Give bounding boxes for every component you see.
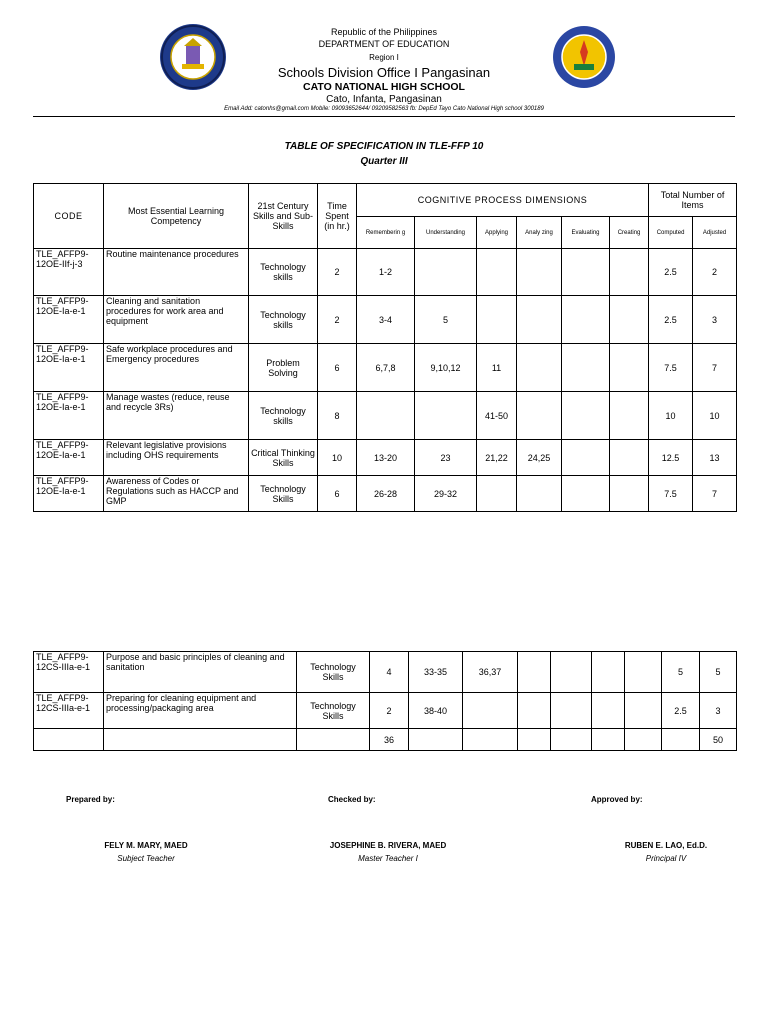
table-row — [34, 296, 737, 344]
prepared-by-title: Subject Teacher — [117, 854, 175, 863]
header-total-items: Total Number of Items — [649, 184, 737, 217]
table-row — [34, 652, 737, 693]
cell-c3 — [518, 693, 551, 729]
cell-computed: 2.5 — [649, 296, 693, 344]
header-division: Schools Division Office I Pangasinan — [277, 65, 491, 80]
table-row — [34, 440, 737, 476]
cell-applying: 41-50 — [477, 392, 517, 440]
cell-computed: 2.5 — [649, 249, 693, 296]
cell-time: 6 — [318, 344, 357, 392]
document-title: TABLE OF SPECIFICATION IN TLE-FFP 10 — [284, 141, 484, 152]
cell-understanding: 29-32 — [415, 476, 477, 512]
cell-time: 2 — [318, 296, 357, 344]
cell-understanding: 23 — [415, 440, 477, 476]
cell-competency: Cleaning and sanitation procedures for work area and equipment — [104, 296, 249, 344]
header-computed: Computed — [649, 217, 693, 249]
cell-competency: Manage wastes (reduce, reuse and recycle 3Rs) — [104, 392, 249, 440]
cell-skills: Problem Solving — [249, 344, 318, 392]
checked-by-name: JOSEPHINE B. RIVERA, MAED — [329, 841, 447, 850]
cell-c6 — [625, 652, 662, 693]
cell-understanding — [415, 249, 477, 296]
cell-code: TLE_AFFP9-12OE-Ia-e-1 — [34, 476, 104, 512]
specification-table-continued — [33, 651, 737, 751]
cell-code — [34, 729, 104, 751]
header-analyzing: Analy zing — [517, 217, 562, 249]
cell-creating — [610, 440, 649, 476]
cell-c4 — [551, 652, 592, 693]
cell-skills: Critical Thinking Skills — [249, 440, 318, 476]
header-adjusted: Adjusted — [693, 217, 737, 249]
cell-applying — [477, 296, 517, 344]
cell-adjusted: 2 — [693, 249, 737, 296]
header-understanding: Understanding — [415, 217, 477, 249]
cell-analyzing — [517, 344, 562, 392]
header-contact: Email Add: catonhs@gmail.com Mobile: 09093652644/ 09209582563 fb: DepEd Tayo Cato National High school 300189 — [224, 106, 544, 112]
cell-code: TLE_AFFP9-12CS-IIIa-e-1 — [34, 693, 104, 729]
checked-by-label: Checked by: — [328, 795, 376, 804]
cell-skills: Technology skills — [249, 392, 318, 440]
header-cognitive: COGNITIVE PROCESS DIMENSIONS — [357, 184, 649, 217]
cell-analyzing — [517, 296, 562, 344]
cell-skills: Technology Skills — [249, 476, 318, 512]
cell-evaluating — [562, 392, 610, 440]
cell-c1 — [409, 729, 463, 751]
cell-evaluating — [562, 249, 610, 296]
cell-competency: Preparing for cleaning equipment and processing/packaging area — [104, 693, 297, 729]
cell-competency: Relevant legislative provisions including OHS requirements — [104, 440, 249, 476]
header-region: Region I — [369, 53, 399, 62]
cell-understanding: 5 — [415, 296, 477, 344]
header-address: Cato, Infanta, Pangasinan — [326, 94, 442, 105]
cell-applying: 11 — [477, 344, 517, 392]
cell-competency: Safe workplace procedures and Emergency procedures — [104, 344, 249, 392]
checked-by-title: Master Teacher I — [358, 854, 418, 863]
header-code: CODE — [34, 184, 104, 249]
cell-analyzing — [517, 249, 562, 296]
cell-adjusted: 7 — [693, 344, 737, 392]
cell-understanding — [415, 392, 477, 440]
cell-competency: Purpose and basic principles of cleaning and sanitation — [104, 652, 297, 693]
header-time: Time Spent (in hr.) — [318, 184, 357, 249]
cell-code: TLE_AFFP9-12OE-Ia-e-1 — [34, 440, 104, 476]
cell-c2 — [463, 693, 518, 729]
cell-time: 36 — [370, 729, 409, 751]
cell-analyzing — [517, 392, 562, 440]
total-row — [34, 729, 737, 751]
cell-applying — [477, 476, 517, 512]
cell-c5 — [592, 729, 625, 751]
cell-computed: 10 — [649, 392, 693, 440]
cell-adjusted: 3 — [700, 693, 737, 729]
cell-time: 2 — [370, 693, 409, 729]
cell-c4 — [551, 693, 592, 729]
cell-creating — [610, 296, 649, 344]
approved-by-title: Principal IV — [645, 854, 687, 863]
cell-adjusted: 3 — [693, 296, 737, 344]
table-row — [34, 392, 737, 440]
table-row — [34, 476, 737, 512]
cell-adjusted: 10 — [693, 392, 737, 440]
cell-computed: 5 — [662, 652, 700, 693]
header-evaluating: Evaluating — [562, 217, 610, 249]
cell-c2 — [463, 729, 518, 751]
header-creating: Creating — [610, 217, 649, 249]
cell-adjusted: 7 — [693, 476, 737, 512]
cell-computed: 7.5 — [649, 476, 693, 512]
cell-adjusted: 13 — [693, 440, 737, 476]
cell-code: TLE_AFFP9-12OE-IIf-j-3 — [34, 249, 104, 296]
cell-applying: 21,22 — [477, 440, 517, 476]
cell-remembering: 3-4 — [357, 296, 415, 344]
cell-code: TLE_AFFP9-12OE-Ia-e-1 — [34, 344, 104, 392]
cell-applying — [477, 249, 517, 296]
cell-competency — [104, 729, 297, 751]
cell-c5 — [592, 652, 625, 693]
cell-remembering — [357, 392, 415, 440]
document-quarter: Quarter III — [360, 156, 408, 167]
approved-by-label: Approved by: — [591, 795, 643, 804]
cell-c6 — [625, 729, 662, 751]
cell-remembering: 6,7,8 — [357, 344, 415, 392]
cell-c1: 33-35 — [409, 652, 463, 693]
cell-skills: Technology skills — [249, 296, 318, 344]
cell-c5 — [592, 693, 625, 729]
cell-remembering: 1-2 — [357, 249, 415, 296]
cell-code: TLE_AFFP9-12OE-Ia-e-1 — [34, 296, 104, 344]
cell-skills: Technology Skills — [297, 693, 370, 729]
table-row — [34, 693, 737, 729]
cell-analyzing: 24,25 — [517, 440, 562, 476]
cell-remembering: 13-20 — [357, 440, 415, 476]
cell-creating — [610, 476, 649, 512]
cell-computed: 12.5 — [649, 440, 693, 476]
cell-skills: Technology skills — [249, 249, 318, 296]
cell-remembering: 26-28 — [357, 476, 415, 512]
specification-table — [33, 183, 737, 512]
cell-adjusted: 50 — [700, 729, 737, 751]
cell-evaluating — [562, 440, 610, 476]
prepared-by-name: FELY M. MARY, MAED — [104, 841, 188, 850]
cell-computed — [662, 729, 700, 751]
cell-adjusted: 5 — [700, 652, 737, 693]
cell-skills — [297, 729, 370, 751]
cell-time: 2 — [318, 249, 357, 296]
cell-code: TLE_AFFP9-12CS-IIIa-e-1 — [34, 652, 104, 693]
cell-creating — [610, 249, 649, 296]
header-school: CATO NATIONAL HIGH SCHOOL — [303, 81, 465, 93]
cell-c1: 38-40 — [409, 693, 463, 729]
cell-time: 4 — [370, 652, 409, 693]
header-divider — [33, 116, 735, 117]
cell-c3 — [518, 729, 551, 751]
table-row — [34, 344, 737, 392]
cell-skills: Technology Skills — [297, 652, 370, 693]
cell-competency: Awareness of Codes or Regulations such as HACCP and GMP — [104, 476, 249, 512]
cell-evaluating — [562, 476, 610, 512]
cell-analyzing — [517, 476, 562, 512]
cell-c3 — [518, 652, 551, 693]
cell-c4 — [551, 729, 592, 751]
header-applying: Applying — [477, 217, 517, 249]
cell-computed: 7.5 — [649, 344, 693, 392]
cell-computed: 2.5 — [662, 693, 700, 729]
table-row — [34, 249, 737, 296]
header-republic: Republic of the Philippines — [330, 27, 438, 37]
cell-code: TLE_AFFP9-12OE-Ia-e-1 — [34, 392, 104, 440]
cell-evaluating — [562, 344, 610, 392]
cell-time: 10 — [318, 440, 357, 476]
prepared-by-label: Prepared by: — [66, 795, 115, 804]
cell-creating — [610, 344, 649, 392]
cell-evaluating — [562, 296, 610, 344]
header-department: DEPARTMENT OF EDUCATION — [318, 39, 450, 49]
cell-creating — [610, 392, 649, 440]
cell-competency: Routine maintenance procedures — [104, 249, 249, 296]
approved-by-name: RUBEN E. LAO, Ed.D. — [624, 841, 708, 850]
cell-understanding: 9,10,12 — [415, 344, 477, 392]
cell-time: 8 — [318, 392, 357, 440]
cell-c6 — [625, 693, 662, 729]
header-skills: 21st Century Skills and Sub-Skills — [249, 184, 318, 249]
cell-c2: 36,37 — [463, 652, 518, 693]
header-competency: Most Essential Learning Competency — [104, 184, 249, 249]
header-remembering: Rememberin g — [357, 217, 415, 249]
cell-time: 6 — [318, 476, 357, 512]
